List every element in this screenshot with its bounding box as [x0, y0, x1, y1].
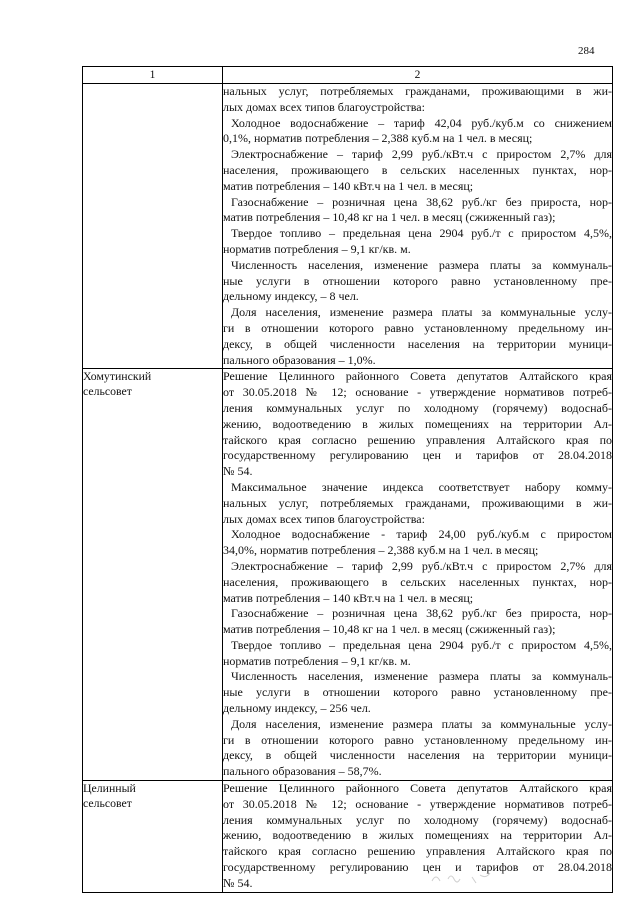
description-line: тайского края согласно решению управления Алтайского края по	[223, 844, 612, 859]
description-line: матив потребления – 140 кВт.ч на 1 чел. в месяц;	[223, 590, 474, 605]
description-line: Численность населения, изменение размера платы за коммуналь-	[231, 669, 612, 684]
description-line: тайского края согласно решению управления Алтайского края по	[223, 432, 612, 447]
description-line: ные услуги в отношении которого равно установленному пре-	[223, 273, 612, 288]
description-line: дексу, в общей численности населения на территории муници-	[223, 336, 612, 351]
description-line: № 54.	[223, 875, 253, 890]
description-line: пального образования – 58,7%.	[223, 764, 382, 779]
description-cell	[223, 369, 613, 781]
description-line: Твердое топливо – предельная цена 2904 руб./т с приростом 4,5%,	[231, 226, 612, 241]
description-line: Численность населения, изменение размера платы за коммуналь-	[231, 257, 612, 272]
description-line: пального образования – 1,0%.	[223, 352, 376, 367]
column-header-1: 1	[83, 67, 223, 84]
description-line: норматив потребления – 9,1 кг/кв. м.	[223, 241, 411, 256]
tariff-table	[82, 66, 613, 893]
description-line: ги в отношении которого равно установленному предельному ин-	[223, 732, 612, 747]
description-line: лых домах всех типов благоустройства:	[223, 99, 425, 114]
settlement-name-line: Целинный	[83, 781, 136, 796]
description-line: 34,0%, норматив потребления – 2,388 куб.м на 1 чел. в месяц;	[223, 543, 539, 558]
description-line: населения, проживающего в сельских населенных пунктах, нор-	[223, 574, 612, 589]
description-line: Максимальное значение индекса соответствует набору комму-	[231, 479, 612, 494]
settlement-name-cell	[83, 781, 223, 893]
description-line: дельному индексу, – 256 чел.	[223, 701, 371, 716]
table-row	[83, 781, 613, 893]
settlement-name-line: сельсовет	[83, 384, 132, 399]
description-line: Твердое топливо – предельная цена 2904 руб./т с приростом 4,5%,	[231, 637, 612, 652]
description-line: Электроснабжение – тариф 2,99 руб./кВт.ч с приростом 2,7% для	[231, 147, 612, 162]
settlement-name-line: сельсовет	[83, 796, 132, 811]
table-row	[83, 84, 613, 369]
description-line: матив потребления – 10,48 кг на 1 чел. в месяц (сжиженный газ);	[223, 210, 556, 225]
description-line: ления коммунальных услуг по холодному (горячему) водоснаб-	[223, 812, 612, 827]
page-number: 284	[578, 45, 595, 57]
description-line: Доля населения, изменение размера платы за коммунальные услу-	[231, 305, 612, 320]
description-line: Холодное водоснабжение – тариф 42,04 руб./куб.м со снижением	[231, 115, 612, 130]
description-line: ные услуги в отношении которого равно установленному пре-	[223, 685, 612, 700]
description-line: от 30.05.2018 № 12; основание - утверждение нормативов потреб-	[223, 796, 612, 811]
description-line: государственному регулированию цен и тарифов от 28.04.2018	[223, 448, 612, 463]
description-cell	[223, 781, 613, 893]
description-line: Решение Целинного районного Совета депутатов Алтайского края	[223, 369, 612, 384]
faint-scan-marks	[428, 867, 498, 887]
settlement-name-line: Хомутинский	[83, 369, 152, 384]
description-line: Электроснабжение – тариф 2,99 руб./кВт.ч с приростом 2,7% для	[231, 558, 612, 573]
description-line: Газоснабжение – розничная цена 38,62 руб./кг без прироста, нор-	[231, 194, 612, 209]
description-line: Доля населения, изменение размера платы за коммунальные услу-	[231, 716, 612, 731]
description-line: нальных услуг, потребляемых гражданами, проживающими в жи-	[223, 495, 612, 510]
description-line: норматив потребления – 9,1 кг/кв. м.	[223, 653, 411, 668]
description-line: государственному регулированию цен и тарифов от 28.04.2018	[223, 860, 612, 875]
description-cell	[223, 84, 613, 369]
description-line: дельному индексу, – 8 чел.	[223, 289, 359, 304]
description-line: 0,1%, норматив потребления – 2,388 куб.м на 1 чел. в месяц;	[223, 131, 533, 146]
description-line: нальных услуг, потребляемых гражданами, проживающими в жи-	[223, 84, 612, 98]
table-body	[83, 67, 613, 893]
description-line: Холодное водоснабжение - тариф 24,00 руб./куб.м с приростом	[231, 527, 612, 542]
table-row	[83, 369, 613, 781]
settlement-name-cell	[83, 84, 223, 369]
description-line: от 30.05.2018 № 12; основание - утверждение нормативов потреб-	[223, 385, 612, 400]
description-line: населения, проживающего в сельских населенных пунктах, нор-	[223, 162, 612, 177]
column-header-2: 2	[223, 67, 613, 84]
description-line: жению, водоотведению в жилых помещениях на территории Ал-	[223, 416, 612, 431]
description-line: Решение Целинного районного Совета депутатов Алтайского края	[223, 781, 612, 796]
description-line: ги в отношении которого равно установленному предельному ин-	[223, 320, 612, 335]
description-line: дексу, в общей численности населения на территории муници-	[223, 748, 612, 763]
description-line: лых домах всех типов благоустройства:	[223, 511, 425, 526]
description-line: Газоснабжение – розничная цена 38,62 руб./кг без прироста, нор-	[231, 606, 612, 621]
description-line: ления коммунальных услуг по холодному (горячему) водоснаб-	[223, 400, 612, 415]
table-header-row	[83, 67, 613, 84]
settlement-name-cell	[83, 369, 223, 781]
description-line: жению, водоотведению в жилых помещениях на территории Ал-	[223, 828, 612, 843]
description-line: № 54.	[223, 464, 253, 479]
description-line: матив потребления – 140 кВт.ч на 1 чел. в месяц;	[223, 178, 474, 193]
description-line: матив потребления – 10,48 кг на 1 чел. в месяц (сжиженный газ);	[223, 622, 556, 637]
